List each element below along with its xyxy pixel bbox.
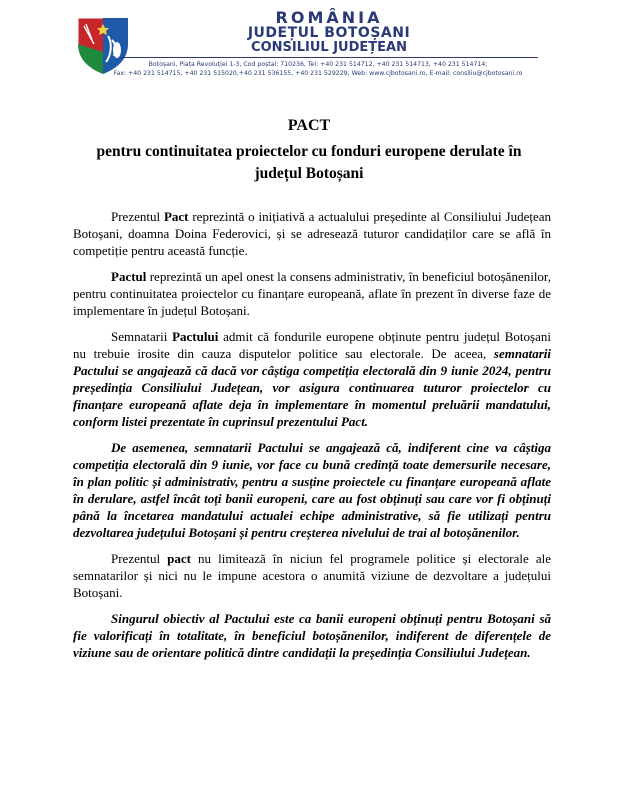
p1-text-a: Prezentul bbox=[111, 209, 164, 224]
p5-text-a: Prezentul bbox=[111, 551, 168, 566]
paragraph-6: Singurul obiectiv al Pactului este ca banii europeni obținuți pentru Botoșani să fie valorificați în totalitate, în beneficiul botoșănenilor, indiferent de diferențele de viziune sau de orientare politică dintre candidații la președinția Consiliului Județean. bbox=[73, 611, 551, 660]
subtitle-line-2: județul Botoșani bbox=[254, 165, 364, 182]
document-body bbox=[73, 208, 551, 670]
p5-text-c: nu limitează în niciun fel programele politice și electorale ale semnatarilor și nici nu le impune acestora o anumită viziune de dezvoltare a județului Botoșani. bbox=[73, 551, 551, 600]
document-subtitle bbox=[0, 141, 618, 185]
contact-address-line: Botoșani, Piața Revoluției 1-3, Cod poștal: 710236, Tel: +40 231 514712, +40 231 514713, +40 231 514714; bbox=[148, 61, 488, 68]
contact-fax-web-line: Fax: +40 231 514715, +40 231 515020,+40 231 536155, +40 231 529229; Web: www.cjbotosani.ro, E-mail: consiliu@cjbotosani.ro bbox=[113, 70, 523, 77]
letterhead-divider bbox=[120, 57, 538, 58]
paragraph-2 bbox=[73, 268, 551, 319]
document-title: PACT bbox=[287, 117, 331, 134]
p3-text-c: admit că fondurile europene obținute pentru județul Botoșani nu trebuie irosite din cauza disputelor politice sau electorale. De aceea, bbox=[73, 329, 551, 361]
paragraph-1 bbox=[73, 208, 551, 259]
p3-bold: Pactului bbox=[172, 329, 219, 344]
p3-bold-italic: semnatarii Pactului se angajează că dacă vor câștiga competiția electorală din 9 iunie 2024, pentru președinția Consiliului Județean, vor asigura continuarea tuturor proiectelor cu finanțare europeană aflate deja în implementare în momentul preluării mandatului, conform listei prezentate în cuprinsul prezentului Pact. bbox=[73, 346, 551, 429]
paragraph-3 bbox=[73, 328, 551, 430]
letterhead bbox=[120, 10, 538, 55]
p3-text-a: Semnatarii bbox=[111, 329, 173, 344]
council-name: CONSILIUL JUDEȚEAN bbox=[251, 40, 407, 55]
p1-text-c: reprezintă o inițiativă a actualului președinte al Consiliului Județean Botoșani, doamna Doina Federovici, și se adresează tuturor candidaților care se află în competiție pentru această funcție. bbox=[73, 209, 551, 258]
p5-bold: pact bbox=[167, 551, 191, 566]
subtitle-line-1: pentru continuitatea proiectelor cu fonduri europene derulate în bbox=[96, 143, 522, 160]
letterhead-contact bbox=[96, 60, 540, 78]
paragraph-5 bbox=[73, 550, 551, 601]
p1-bold: Pact bbox=[163, 209, 189, 224]
p2-bold: Pactul bbox=[111, 269, 147, 284]
p2-text-b: reprezintă un apel onest la consens administrativ, în beneficiul botoșănenilor, pentru continuitatea proiectelor cu finanțare europeană, aflate în prezent în diverse faze de implementare în județul Botoșani. bbox=[73, 269, 551, 318]
country-name: ROMÂNIA bbox=[275, 8, 383, 27]
county-name: JUDEȚUL BOTOȘANI bbox=[247, 25, 411, 41]
paragraph-4: De asemenea, semnatarii Pactului se angajează că, indiferent cine va câștiga competiția electorală din 9 iunie, vor face cu bună credință toate demersurile necesare, în plan politic și administrativ, pentru a susține proiectele cu finanțare europeană aflate în derulare, astfel încât toți banii europeni, care au fost obținuți sau care vor fi obținuți până la încetarea mandatului actualei echipe administrative, să fie utilizați pentru dezvoltarea județului Botoșani și pentru creșterea nivelului de trai al botoșănenilor. bbox=[73, 440, 551, 540]
